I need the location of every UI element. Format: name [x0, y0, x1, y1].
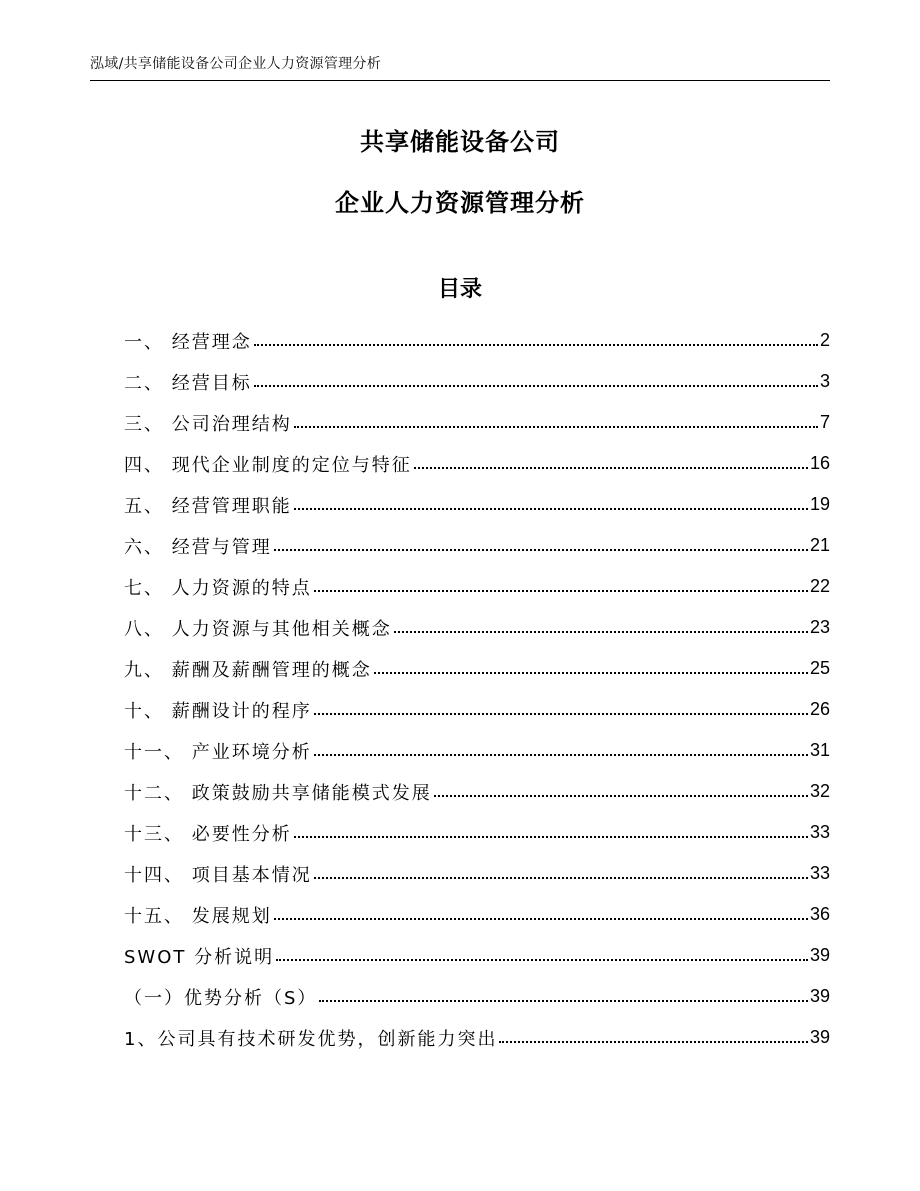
toc-leader-dots: [394, 631, 808, 633]
toc-entry[interactable]: [124, 812, 830, 853]
toc-leader-dots: [254, 385, 818, 387]
toc-entry-label: SWOT 分析说明: [124, 946, 275, 968]
toc-entry[interactable]: [124, 935, 830, 976]
toc-entry[interactable]: [124, 566, 830, 607]
toc-entry[interactable]: [124, 689, 830, 730]
toc-entry-page: 19: [809, 494, 830, 514]
toc-entry-page: 25: [809, 658, 830, 678]
toc-entry-page: 23: [809, 617, 830, 637]
table-of-contents: [124, 320, 830, 1058]
toc-leader-dots: [314, 877, 808, 879]
toc-entry-label: 六、 经营与管理: [124, 536, 272, 558]
toc-entry-label: 四、 现代企业制度的定位与特征: [124, 454, 412, 476]
toc-entry-label: 五、 经营管理职能: [124, 495, 292, 517]
toc-entry-page: 39: [809, 986, 830, 1006]
toc-entry-page: 16: [809, 453, 830, 473]
toc-leader-dots: [294, 836, 808, 838]
toc-leader-dots: [276, 959, 808, 961]
toc-leader-dots: [434, 795, 808, 797]
toc-entry-page: 3: [819, 371, 830, 391]
toc-entry[interactable]: [124, 730, 830, 771]
toc-leader-dots: [274, 549, 808, 551]
toc-entry-label: 十二、 政策鼓励共享储能模式发展: [124, 782, 432, 804]
toc-entry[interactable]: [124, 853, 830, 894]
toc-entry-page: 39: [809, 1027, 830, 1047]
toc-leader-dots: [294, 426, 818, 428]
toc-entry-page: 21: [809, 535, 830, 555]
toc-entry[interactable]: [124, 607, 830, 648]
toc-entry[interactable]: [124, 320, 830, 361]
toc-entry[interactable]: [124, 648, 830, 689]
document-title-line2: 企业人力资源管理分析: [335, 189, 585, 217]
toc-entry-page: 36: [809, 904, 830, 924]
toc-entry-label: 一、 经营理念: [124, 331, 252, 353]
toc-entry-label: （一）优势分析（S）: [124, 987, 318, 1009]
toc-leader-dots: [274, 918, 808, 920]
toc-leader-dots: [294, 508, 808, 510]
toc-entry-label: 十五、 发展规划: [124, 905, 272, 927]
toc-entry-label: 1、公司具有技术研发优势，创新能力突出: [124, 1028, 498, 1050]
toc-leader-dots: [314, 590, 808, 592]
toc-entry-page: 2: [819, 330, 830, 350]
toc-entry-label: 十一、 产业环境分析: [124, 741, 312, 763]
toc-leader-dots: [314, 713, 808, 715]
toc-leader-dots: [499, 1041, 808, 1043]
toc-leader-dots: [314, 754, 808, 756]
toc-entry[interactable]: [124, 894, 830, 935]
toc-leader-dots: [319, 1000, 808, 1002]
toc-entry[interactable]: [124, 443, 830, 484]
running-header: 泓域/共享储能设备公司企业人力资源管理分析: [90, 56, 382, 72]
toc-entry-label: 二、 经营目标: [124, 372, 252, 394]
toc-entry-label: 十、 薪酬设计的程序: [124, 700, 312, 722]
toc-entry-page: 33: [809, 822, 830, 842]
toc-entry-page: 22: [809, 576, 830, 596]
toc-entry-page: 26: [809, 699, 830, 719]
toc-entry-page: 7: [819, 412, 830, 432]
toc-entry-page: 32: [809, 781, 830, 801]
toc-entry-label: 十三、 必要性分析: [124, 823, 292, 845]
toc-entry-label: 八、 人力资源与其他相关概念: [124, 618, 392, 640]
header-divider: [90, 80, 830, 81]
toc-leader-dots: [374, 672, 808, 674]
toc-entry[interactable]: [124, 1017, 830, 1058]
toc-entry-page: 31: [809, 740, 830, 760]
toc-entry-page: 39: [809, 945, 830, 965]
document-title-line1: 共享储能设备公司: [360, 128, 560, 156]
toc-heading: 目录: [437, 277, 482, 302]
toc-entry[interactable]: [124, 484, 830, 525]
toc-entry[interactable]: [124, 402, 830, 443]
toc-leader-dots: [254, 344, 818, 346]
toc-entry[interactable]: [124, 525, 830, 566]
toc-leader-dots: [414, 467, 808, 469]
toc-entry-label: 七、 人力资源的特点: [124, 577, 312, 599]
toc-entry-page: 33: [809, 863, 830, 883]
toc-entry[interactable]: [124, 361, 830, 402]
toc-entry[interactable]: [124, 771, 830, 812]
toc-entry-label: 三、 公司治理结构: [124, 413, 292, 435]
toc-entry-label: 九、 薪酬及薪酬管理的概念: [124, 659, 372, 681]
toc-entry[interactable]: [124, 976, 830, 1017]
toc-entry-label: 十四、 项目基本情况: [124, 864, 312, 886]
